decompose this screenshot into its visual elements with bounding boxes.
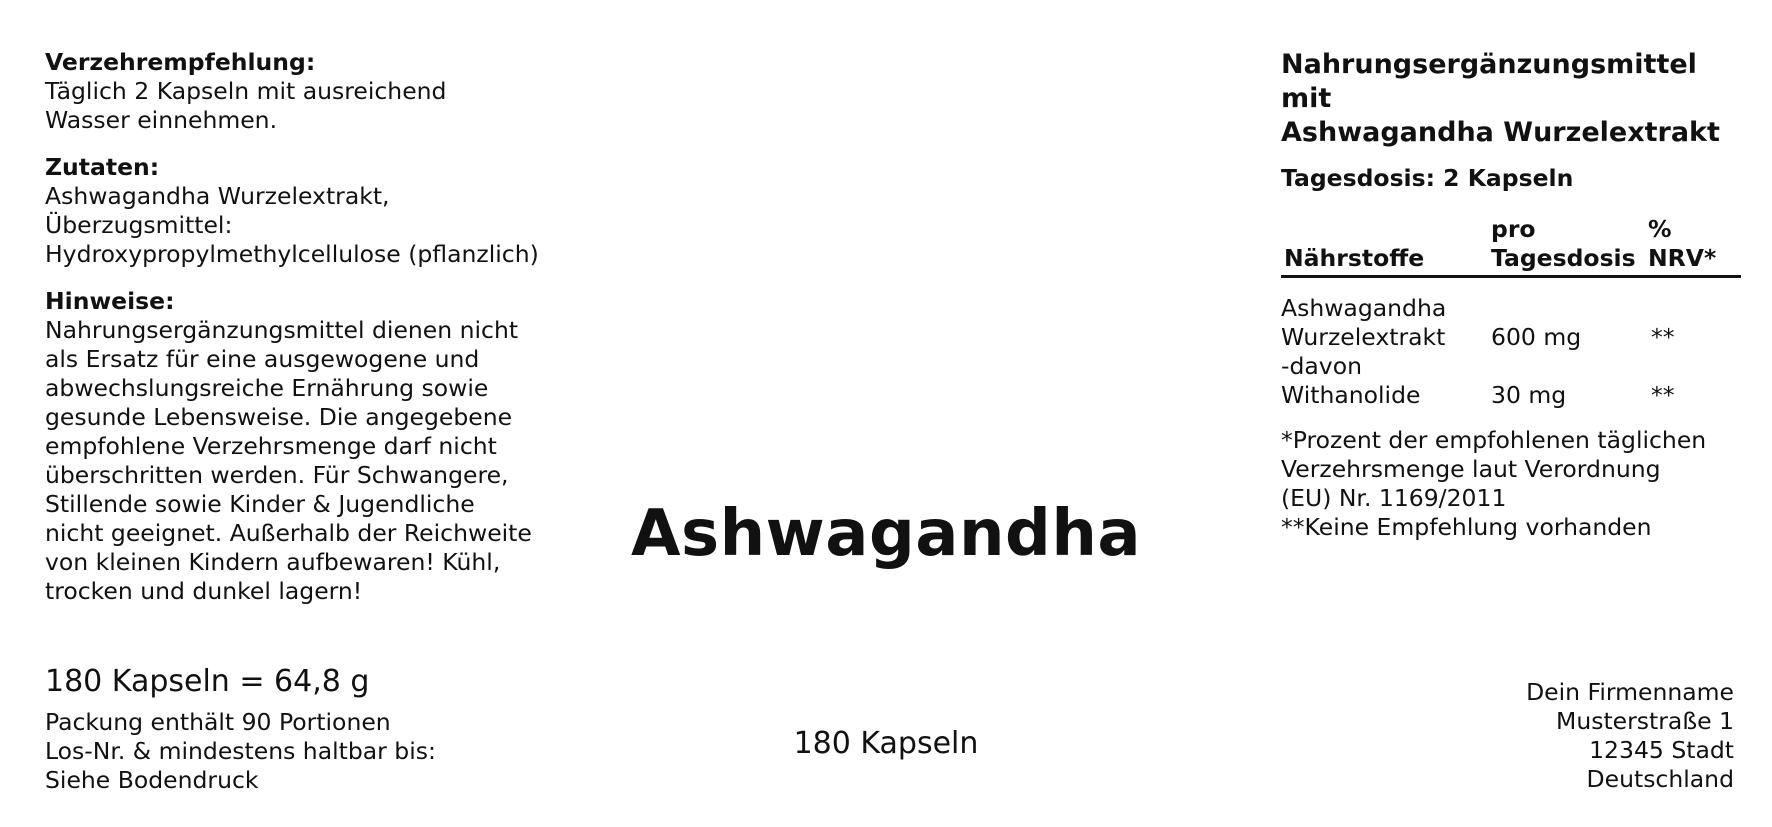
usage-section (45, 48, 605, 135)
nutrient-amount: 600 mg (1491, 323, 1582, 351)
supplement-title: Nahrungsergänzungsmittel mit Ashwagandha Wurzelextrakt (1281, 49, 1720, 148)
usage-heading: Verzehrempfehlung: (45, 48, 316, 76)
usage-text: Täglich 2 Kapseln mit ausreichend Wasser einnehmen. (45, 77, 447, 134)
capsule-count: 180 Kapseln (793, 726, 979, 761)
nutrition-table (1281, 215, 1741, 410)
nutrition-table-header (1281, 215, 1741, 277)
net-weight: 180 Kapseln = 64,8 g (45, 664, 370, 699)
nutrient-name: -davon Withanolide (1281, 352, 1421, 409)
product-name: Ashwagandha (630, 497, 1142, 571)
header-nrv: % NRV* (1645, 215, 1741, 277)
header-per-dose: pro Tagesdosis (1488, 215, 1645, 277)
package-info: Packung enthält 90 Portionen Los-Nr. & mindestens haltbar bis: Siehe Bodendruck (45, 708, 436, 794)
company-address: Dein Firmenname Musterstraße 1 12345 Stadt Deutschland (1526, 678, 1734, 793)
nutrient-name: Ashwagandha Wurzelextrakt (1281, 294, 1447, 351)
right-info-column (1281, 48, 1741, 542)
ingredients-text: Ashwagandha Wurzelextrakt, Überzugsmittel: Hydroxypropylmethylcellulose (pflanzlich) (45, 182, 539, 268)
nrv-footnote: *Prozent der empfohlenen täglichen Verzehrsmenge laut Verordnung (EU) Nr. 1169/2011 **Keine Empfehlung vorhanden (1281, 426, 1707, 541)
nutrient-amount: 30 mg (1491, 381, 1567, 409)
daily-dose: Tagesdosis: 2 Kapseln (1281, 164, 1574, 192)
ingredients-section (45, 153, 605, 269)
table-row (1281, 277, 1741, 353)
ingredients-heading: Zutaten: (45, 153, 160, 181)
notes-text: Nahrungsergänzungsmittel dienen nicht als Ersatz für eine ausgewogene und abwechslungsreiche Ernährung sowie gesunde Lebensweise. Die angegebene empfohlene Verzehrsmenge darf nicht überschritten werden. Für Schwangere, Stillende sowie Kinder & Jugendliche nicht geeignet. Außerhalb der Reichweite von kleinen Kindern aufbewaren! Kühl, trocken und dunkel lagern! (45, 316, 532, 605)
table-row (1281, 352, 1741, 410)
nutrient-nrv: ** (1651, 381, 1675, 409)
notes-heading: Hinweise: (45, 287, 175, 315)
header-nutrients: Nährstoffe (1281, 215, 1488, 277)
nutrient-nrv: ** (1651, 323, 1675, 351)
